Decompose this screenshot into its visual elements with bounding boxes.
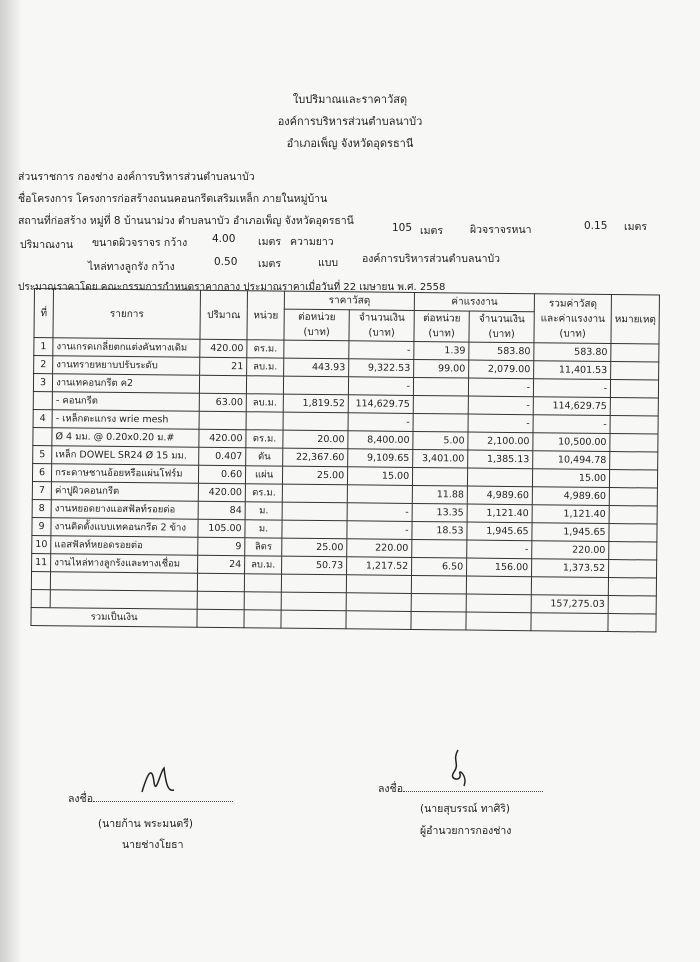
thickness-value: 0.15 [584,220,608,232]
table-cell: 220.00 [532,541,609,560]
table-cell [347,485,412,504]
col-no-header: ที่ [34,289,54,338]
table-cell [608,614,656,633]
labor-unit-header: ต่อหน่วย (บาท) [414,310,469,342]
table-cell: 21 [200,357,247,375]
material-amount-header: จำนวนเงิน (บาท) [349,310,414,342]
table-cell: เหล็ก DOWEL SR24 Ø 15 มม. [52,446,199,466]
table-cell: ตร.ม. [247,340,284,358]
table-cell: 5.00 [413,431,468,450]
col-material-header: ราคาวัสดุ [284,291,414,310]
table-cell [610,470,658,489]
table-cell: - [347,521,412,540]
table-cell: 156.00 [467,558,532,577]
table-cell: 4,989.60 [532,487,609,506]
table-cell: Ø 4 มม. @ 0.20x0.20 ม.# [52,428,199,448]
table-cell [608,596,656,615]
table-cell [282,484,347,503]
labor-amount-header: จำนวนเงิน (บาท) [469,311,534,343]
table-cell [246,376,283,394]
table-cell [31,589,50,607]
table-cell: - [468,414,533,433]
table-cell [412,539,467,558]
table-cell [609,542,657,561]
table-cell: 1,385.13 [468,450,533,469]
table-cell [413,377,468,396]
table-cell: 1 [34,338,53,356]
table-cell: - [467,540,532,559]
table-cell: 6.50 [412,557,467,576]
col-total-line1: รวมค่าวัสดุ [548,297,598,310]
col-note-header: หมายเหตุ [611,295,660,345]
site-line: สถานที่ก่อสร้าง หมู่ที่ 8 บ้านนาม่วง ตำบลนาบัว อำเภอเพ็ญ จังหวัดอุดรธานี [18,215,354,227]
table-cell [346,593,411,612]
table-cell: 3,401.00 [413,449,468,468]
table-cell: ตร.ม. [245,484,282,502]
table-cell: งานหยอดยางแอสฟัลท์รอยต่อ [51,500,198,520]
shoulder-unit: เมตร [258,258,281,270]
width-unit: เมตร [258,236,281,248]
left-signer-name: (นายก้าน พระมนตรี) [98,818,193,830]
table-cell: - [468,396,533,415]
col-unit-header: หน่วย [247,291,285,340]
table-cell [31,571,50,589]
doc-org: องค์การบริหารส่วนตำบลนาบัว [277,115,423,128]
width-value: 4.00 [212,233,236,245]
table-cell: - [348,377,413,396]
table-body [31,338,659,633]
table-cell [411,611,466,630]
table-cell: 2,100.00 [468,432,533,451]
table-cell: 84 [198,501,245,519]
table-cell: 99.00 [414,359,469,378]
table-cell [246,412,283,430]
table-cell [200,375,247,393]
table-cell [282,520,347,539]
col-labor-header: ค่าแรงงาน [414,292,534,311]
thickness-label: ผิวจราจรหนา [470,224,532,236]
table-cell [346,575,411,594]
table-cell: - เหล็กตะแกรง wrie mesh [52,410,199,430]
size-label: ปริมาณงาน [20,239,74,251]
length-unit: เมตร [420,225,443,237]
table-cell [244,574,281,592]
table-cell [609,488,657,507]
pattern-value: องค์การบริหารส่วนตำบลนาบัว [362,253,501,265]
table-cell: 11,401.53 [534,361,611,380]
table-cell: 420.00 [198,483,245,501]
table-cell: 157,275.03 [531,595,608,614]
table-cell: ลิตร [245,538,282,556]
total-label: รวมเป็นเงิน [31,607,197,627]
table-cell: ม. [245,502,282,520]
table-cell: ตร.ม. [246,430,283,448]
table-cell: ลบ.ม. [245,556,282,574]
table-cell [531,613,608,632]
table-cell [282,502,347,521]
table-cell: 15.00 [533,469,610,488]
table-cell: 1,945.65 [467,522,532,541]
table-cell [281,610,346,629]
table-cell: 420.00 [199,429,246,447]
col-total-header [534,294,612,344]
table-cell: 15.00 [348,467,413,486]
table-cell [411,575,466,594]
table-cell: แอสฟัลท์หยอดรอยต่อ [51,536,198,556]
table-cell [199,411,246,429]
table-cell: 9 [198,537,245,555]
table-cell [466,612,531,631]
table-cell [466,576,531,595]
table-cell [33,391,52,409]
table-cell [346,611,411,630]
table-cell: 6 [32,463,51,481]
table-cell: 2 [34,356,53,374]
table-cell: 13.35 [412,503,467,522]
col-qty-header: ปริมาณ [200,290,248,339]
table-cell: 25.00 [282,538,347,557]
table-cell: 420.00 [200,339,247,357]
table-cell [281,592,346,611]
table-cell: 63.00 [199,393,246,411]
table-cell [466,594,531,613]
table-cell: งานไหล่ทางลูกรังและทางเชื่อม [51,554,198,574]
table-cell [283,412,348,431]
table-cell: ม. [245,520,282,538]
table-cell: แผ่น [246,466,283,484]
material-unit-header: ต่อหน่วย (บาท) [284,309,349,341]
table-cell [611,344,659,363]
table-cell: - [533,415,610,434]
table-cell: 220.00 [347,539,412,558]
table-cell: 0.407 [199,447,246,465]
table-cell: 583.80 [469,342,534,361]
table-cell [413,467,468,486]
table-cell: 114,629.75 [348,395,413,414]
table-cell: 1,121.40 [467,504,532,523]
table-cell: 9,322.53 [349,359,414,378]
table-cell [244,610,281,628]
table-cell: 1.39 [414,341,469,360]
table-cell: 0.60 [199,465,246,483]
table-cell: 3 [33,374,52,392]
table-cell: งานทรายหยาบปรับระดับ [53,356,200,376]
table-cell: - [348,413,413,432]
table-cell: 11.88 [412,485,467,504]
left-signer-position: นายช่างโยธา [122,839,184,851]
table-cell: 9 [32,517,51,535]
table-cell: 5 [33,445,52,463]
table-cell: งานเกรดเกลี่ยตกแต่งคันทางเดิม [53,338,200,358]
table-cell: 20.00 [283,430,348,449]
table-cell: 4,989.60 [467,486,532,505]
table-cell: 1,819.52 [283,394,348,413]
table-cell [197,609,244,627]
table-cell: 10,500.00 [533,433,610,452]
table-cell: 443.93 [284,358,349,377]
table-cell [609,524,657,543]
table-cell [610,380,658,399]
table-cell [610,434,658,453]
table-cell [610,452,658,471]
col-total-line3: (บาท) [559,328,586,340]
table-cell: 1,945.65 [532,523,609,542]
table-cell: - [468,378,533,397]
col-total-line2: และค่าแรงงาน [540,312,605,325]
table-cell: 8 [32,499,51,517]
table-cell [197,573,244,591]
table-cell [281,574,346,593]
table-cell [197,591,244,609]
table-cell: งานติดตั้งแบบเทคอนกรีต 2 ข้าง [51,518,198,538]
table-cell: 1,373.52 [532,559,609,578]
table-cell: 10,494.78 [533,451,610,470]
right-signer-position: ผู้อำนวยการกองช่าง [420,825,512,837]
table-cell [283,376,348,395]
right-signer-name: (นายสุบรรณ์ ทาศิริ) [420,803,510,815]
table-cell: 9,109.65 [348,449,413,468]
table-cell: งานเทคอนกรีต ค2 [53,374,200,394]
left-signature-mark [138,762,178,802]
estimate-line: ประมาณราคาโดย คณะกรรมการกำหนดราคากลาง ประมาณราคาเมื่อวันที่ 22 เมษายน พ.ศ. 2558 [18,282,446,293]
table-cell: ลบ.ม. [247,358,284,376]
table-cell: 583.80 [534,343,611,362]
project-line: ชื่อโครงการ โครงการก่อสร้างถนนคอนกรีตเสริมเหล็ก ภายในหมู่บ้าน [18,193,328,205]
col-item-header: รายการ [53,289,201,340]
quantity-price-table [30,288,660,633]
table-cell: 105.00 [198,519,245,537]
pattern-label: แบบ [318,257,339,269]
table-cell [608,578,656,597]
size-text: ขนาดผิวจราจร กว้าง [92,237,188,249]
table-cell: 11 [32,553,51,571]
left-sign-line: ลงชื่อ [68,790,233,807]
doc-title: ใบปริมาณและราคาวัสดุ [292,93,408,106]
table-cell [611,362,659,381]
shoulder-value: 0.50 [214,256,238,268]
table-cell [468,468,533,487]
table-cell [50,590,197,610]
table-cell: 50.73 [282,556,347,575]
table-cell [609,506,657,525]
table-cell [50,572,197,592]
table-cell: 18.53 [412,521,467,540]
table-cell [244,592,281,610]
table-cell [33,427,52,445]
table-cell: ตัน [246,448,283,466]
table-cell: 114,629.75 [533,397,610,416]
length-label: ความยาว [290,236,334,248]
doc-district: อำเภอเพ็ญ จังหวัดอุดรธานี [286,137,414,150]
table-cell: ค่าปูผิวคอนกรีต [51,482,198,502]
table-cell: 2,079.00 [469,360,534,379]
table-cell: - คอนกรีต [52,392,199,412]
table-cell: ลบ.ม. [246,394,283,412]
table-cell: - [349,341,414,360]
table-cell: - [533,379,610,398]
table-cell [284,340,349,359]
table-cell [413,413,468,432]
agency-line: ส่วนราชการ กองช่าง องค์การบริหารส่วนตำบลนาบัว [18,171,255,183]
table-cell: 25.00 [283,466,348,485]
table-cell: 22,367.60 [283,448,348,467]
table-cell: 8,400.00 [348,431,413,450]
right-sign-line: ลงชื่อ [378,780,543,797]
table-cell [413,395,468,414]
table-cell [609,560,657,579]
table-cell [610,416,658,435]
table-cell [610,398,658,417]
table-cell: 10 [32,535,51,553]
table-cell: 1,121.40 [532,505,609,524]
right-signature-mark [440,746,476,796]
table-cell [531,577,608,596]
table-cell [411,593,466,612]
thickness-unit: เมตร [624,221,647,233]
table-cell: 24 [198,555,245,573]
table-cell: 4 [33,409,52,427]
length-value: 105 [392,222,413,234]
table-cell: 7 [32,481,51,499]
shoulder-text: ไหล่ทางลูกรัง กว้าง [88,261,175,273]
table-cell: กระดาษชานอ้อยหรือแผ่นโฟร์ม [52,464,199,484]
table-cell: 1,217.52 [347,557,412,576]
table-cell: - [347,503,412,522]
